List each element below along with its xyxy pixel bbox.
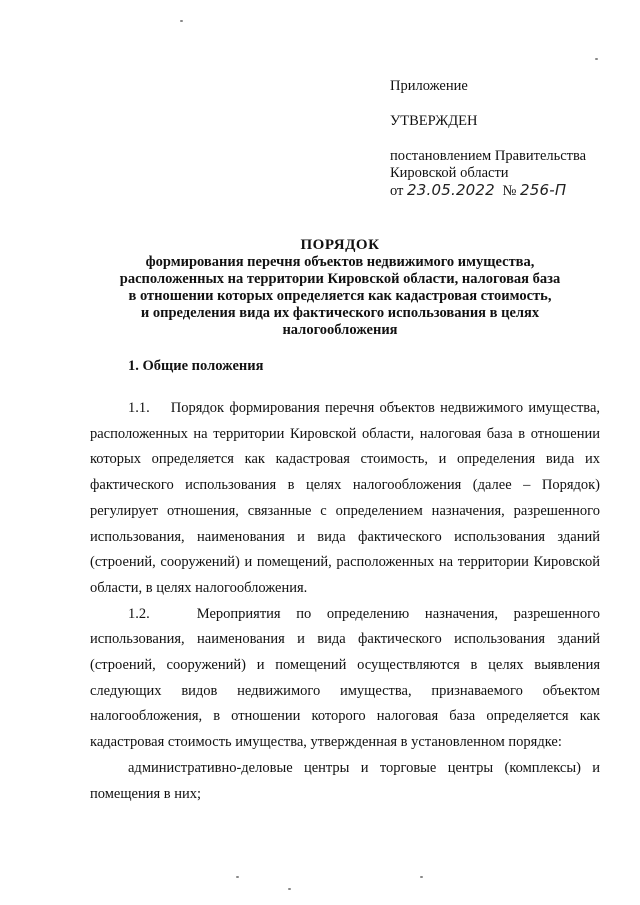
title-line-2: расположенных на территории Кировской области, налоговая база bbox=[119, 271, 561, 287]
appendix-label: Приложение bbox=[390, 78, 468, 94]
scan-speck bbox=[180, 20, 183, 22]
title-line-5: налогообложения bbox=[282, 322, 398, 338]
paragraph-list-item-1: административно-деловые центры и торговые центры (комплексы) и помещения в них; bbox=[90, 759, 600, 802]
decree-date-number bbox=[390, 182, 620, 200]
title-line-1: формирования перечня объектов недвижимого имущества, bbox=[145, 254, 535, 270]
date-prefix: от bbox=[390, 183, 404, 199]
title-line-4: и определения вида их фактического использования в целях bbox=[140, 305, 540, 321]
approved-by-line1: постановлением Правительства bbox=[390, 148, 587, 164]
approved-by-line2: Кировской области bbox=[390, 165, 509, 181]
scan-speck bbox=[595, 58, 598, 60]
section-heading: 1. Общие положения bbox=[128, 358, 264, 374]
title-main: ПОРЯДОК bbox=[300, 237, 380, 253]
approval-block bbox=[390, 78, 620, 200]
scan-speck bbox=[236, 876, 239, 878]
paragraph-1-2: 1.2. Мероприятия по определению назначения, разрешенного использования, наименования и вида фактического использования зданий (строений, сооружений) и помещений осуществляются в целях выявления следующих видов недвижимого имущества, признаваемого объектом налогообложения, в отношении которого налоговая база определяется как кадастровая стоимость имущества, утвержденная в установленном порядке: bbox=[90, 605, 600, 751]
number-prefix: № bbox=[502, 183, 517, 199]
handwritten-number: 256-П bbox=[520, 181, 567, 199]
approved-label: УТВЕРЖДЕН bbox=[390, 113, 478, 129]
handwritten-date: 23.05.2022 bbox=[407, 181, 495, 199]
paragraph-1-1: 1.1. Порядок формирования перечня объектов недвижимого имущества, расположенных на территории Кировской области, налоговая база в отношении которых определяется как кадастровая стоимость, и определения вида их фактического использования в целях налогообложения (далее – Порядок) регулирует отношения, связанные с определением назначения, разрешенного использования, наименования и вида фактического использования зданий (строений, сооружений) и помещений, расположенных на территории Кировской области, в целях налогообложения. bbox=[90, 400, 600, 596]
title-line-3: в отношении которых определяется как кадастровая стоимость, bbox=[128, 288, 552, 304]
scan-speck bbox=[420, 876, 423, 878]
section-body bbox=[90, 396, 600, 807]
document-title bbox=[80, 237, 600, 339]
scan-speck bbox=[288, 888, 291, 890]
